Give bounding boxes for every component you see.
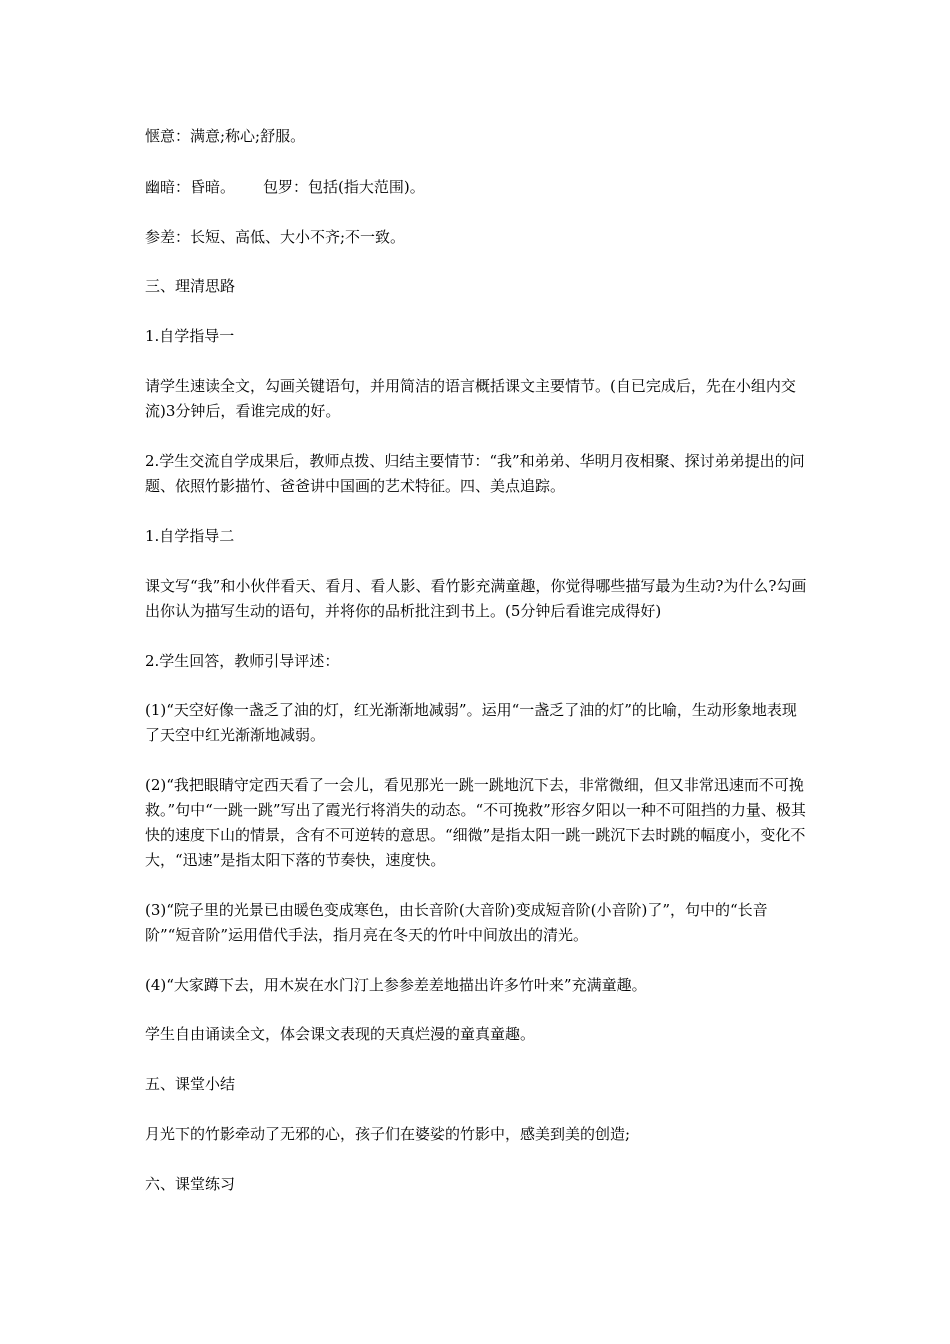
section-heading-3: 三、理清思路 [145,277,236,295]
guide-2-text: 课文写“我”和小伙伴看天、看月、看人影、看竹影充满童趣，你觉得哪些描写最为生动?为什么?勾画出你认为描写生动的语句，并将你的品析批注到书上。(5分钟后看谁完成得好) [145,577,807,620]
section-heading-6: 六、课堂练习 [145,1175,236,1193]
guide-heading-1: 1.自学指导一 [145,327,235,345]
guide-heading-2: 1.自学指导二 [145,527,235,545]
vocab-youan: 幽暗：昏暗。 [145,178,236,196]
vocab-baoluo: 包罗：包括(指大范围)。 [263,178,425,196]
guide-1-text: 请学生速读全文，勾画关键语句，并用简洁的语言概括课文主要情节。(自已完成后，先在小组内交流)3分钟后，看谁完成的好。 [145,377,796,420]
exchange-text: 2.学生交流自学成果后，教师点拨、归结主要情节：“我”和弟弟、华明月夜相聚、探讨弟弟提出的问题、依照竹影描竹、爸爸讲中国画的艺术特征。四、美点追踪。 [145,452,805,495]
analysis-4: (4)“大家蹲下去，用木炭在水门汀上参参差差地描出许多竹叶来”充满童趣。 [145,976,647,994]
reading-text: 学生自由诵读全文，体会课文表现的天真烂漫的童真童趣。 [145,1025,536,1043]
analysis-1: (1)“天空好像一盏乏了油的灯，红光渐渐地减弱”。运用“一盏乏了油的灯”的比喻，生动形象地表现了天空中红光渐渐地减弱。 [145,701,797,744]
summary-text: 月光下的竹影牵动了无邪的心，孩子们在婆娑的竹影中，感美到美的创造; [145,1125,631,1143]
analysis-3: (3)“院子里的光景已由暖色变成寒色，由长音阶(大音阶)变成短音阶(小音阶)了”，句中的“长音阶”“短音阶”运用借代手法，指月亮在冬天的竹叶中间放出的清光。 [145,901,768,944]
vocab-qieyi: 惬意：满意;称心;舒服。 [145,127,306,145]
analysis-2: (2)“我把眼睛守定西天看了一会儿，看见那光一跳一跳地沉下去，非常微细，但又非常迅速而不可挽救。”句中“一跳一跳”写出了霞光行将消失的动态。“不可挽救”形容夕阳以一种不可阻挡的力量、极其快的速度下山的情景，含有不可逆转的意思。“细微”是指太阳一跳一跳沉下去时跳的幅度小，变化不大，“迅速”是指太阳下落的节奏快，速度快。 [145,776,806,869]
vocab-youan-baoluo [145,175,810,200]
vocab-cenci: 参差：长短、高低、大小不齐;不一致。 [145,228,406,246]
section-heading-5: 五、课堂小结 [145,1075,236,1093]
answer-heading: 2.学生回答，教师引导评述： [145,652,340,670]
